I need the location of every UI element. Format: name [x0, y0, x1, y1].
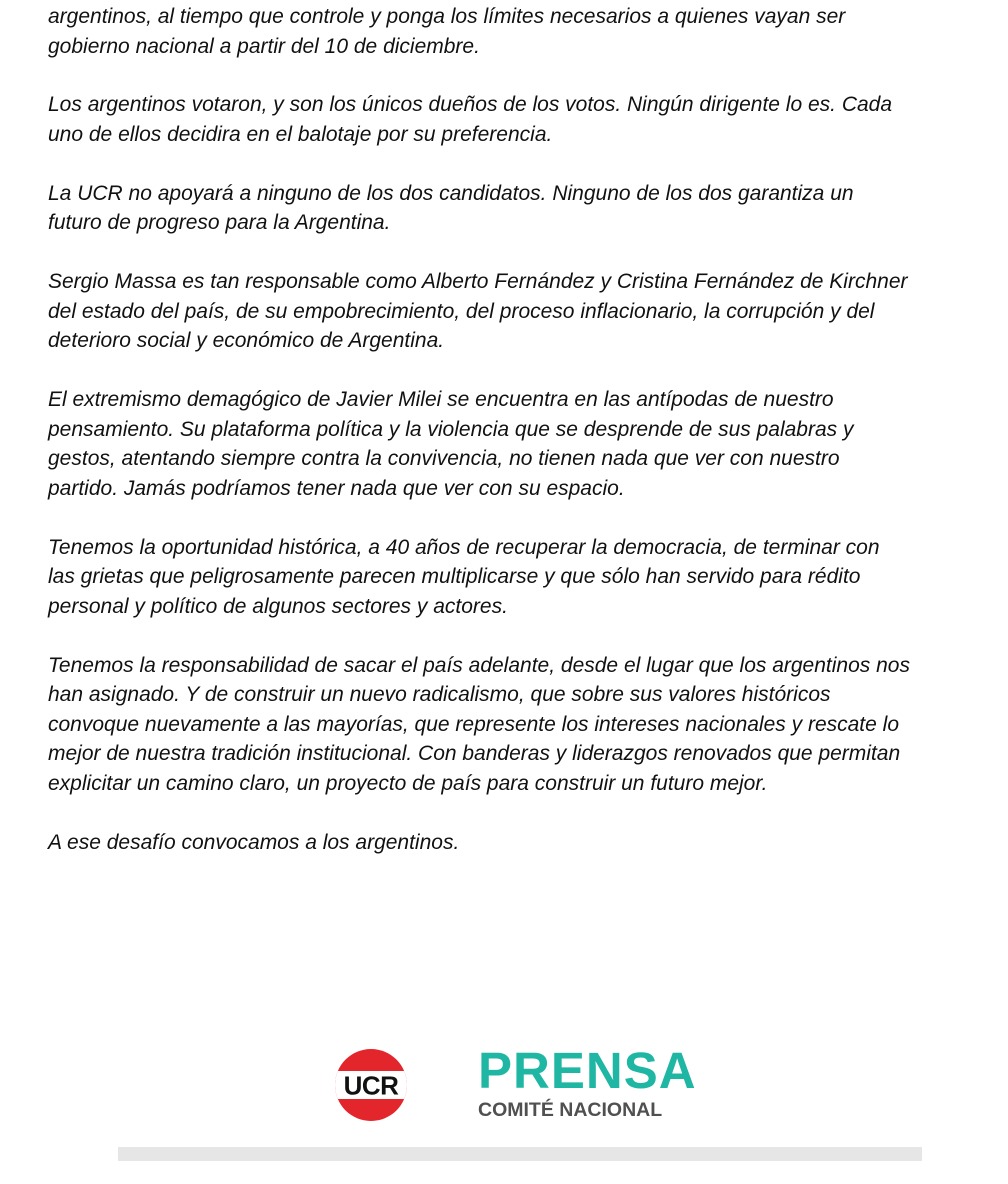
- text-line: convoque nuevamente a las mayorías, que represente los intereses nacionales y rescate lo: [48, 712, 899, 736]
- text-line: La UCR no apoyará a ninguno de los dos candidatos. Ninguno de los dos garantiza un: [48, 181, 854, 205]
- paragraph: [48, 385, 988, 503]
- ucr-logo-text: UCR: [343, 1070, 399, 1101]
- paragraph: [48, 90, 988, 149]
- paragraph: [48, 179, 988, 238]
- text-line: del estado del país, de su empobrecimiento, del proceso inflacionario, la corrupción y del: [48, 299, 875, 323]
- prensa-subtitle: COMITÉ NACIONAL: [478, 1099, 663, 1121]
- paragraph: [48, 651, 988, 799]
- scroll-track: [118, 1147, 922, 1161]
- text-line: gestos, atentando siempre contra la convivencia, no tienen nada que ver con nuestro: [48, 447, 840, 471]
- text-line: deterioro social y económico de Argentina.: [48, 329, 445, 353]
- text-line: A ese desafío convocamos a los argentinos.: [48, 830, 460, 854]
- text-line: uno de ellos decidira en el balotaje por su preferencia.: [48, 122, 553, 146]
- text-line: pensamiento. Su plataforma política y la violencia que se desprende de sus palabras y: [48, 417, 854, 441]
- text-line: personal y político de algunos sectores y actores.: [48, 594, 508, 618]
- text-line: Tenemos la responsabilidad de sacar el país adelante, desde el lugar que los argentinos nos: [48, 653, 910, 677]
- text-line: mejor de nuestra tradición institucional. Con banderas y liderazgos renovados que permitan: [48, 742, 901, 766]
- text-line: Sergio Massa es tan responsable como Alberto Fernández y Cristina Fernández de Kirchner: [48, 270, 908, 294]
- text-line: futuro de progreso para la Argentina.: [48, 211, 391, 235]
- paragraph: [48, 267, 988, 356]
- text-line: Los argentinos votaron, y son los únicos dueños de los votos. Ningún dirigente lo es. Cada: [48, 93, 893, 117]
- text-line: explicitar un camino claro, un proyecto de país para construir un futuro mejor.: [48, 772, 768, 795]
- text-line: El extremismo demagógico de Javier Milei se encuentra en las antípodas de nuestro: [48, 388, 834, 412]
- paragraph: [48, 2, 988, 61]
- text-line: partido. Jamás podríamos tener nada que ver con su espacio.: [48, 476, 625, 500]
- text-line: Tenemos la oportunidad histórica, a 40 años de recuperar la democracia, de terminar con: [48, 535, 880, 559]
- paragraph: [48, 828, 988, 858]
- text-line: argentinos, al tiempo que controle y ponga los límites necesarios a quienes vayan ser: [48, 5, 846, 28]
- paragraph: [48, 533, 988, 622]
- document-body: [48, 2, 988, 887]
- prensa-title: PRENSA: [478, 1042, 697, 1099]
- press-footer: [0, 1040, 1008, 1140]
- text-line: gobierno nacional a partir del 10 de diciembre.: [48, 34, 480, 58]
- text-line: las grietas que peligrosamente parecen multiplicarse y que sólo han servido para rédito: [48, 565, 861, 589]
- ucr-logo-icon: [333, 1047, 409, 1123]
- text-line: han asignado. Y de construir un nuevo radicalismo, que sobre sus valores históricos: [48, 683, 831, 707]
